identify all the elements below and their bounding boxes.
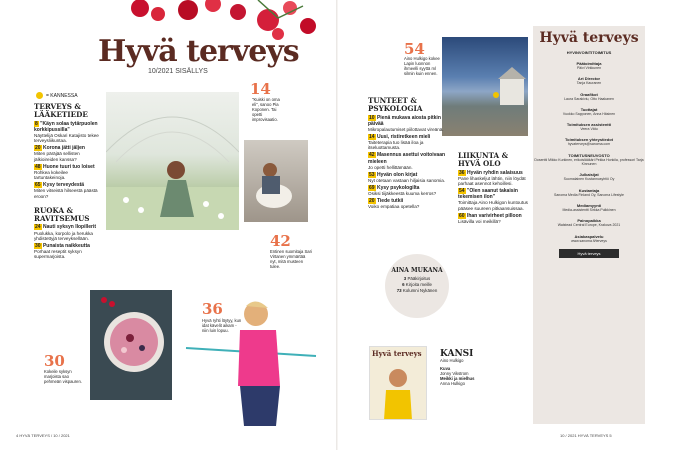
cover-thumb-logo: Hyvä terveys <box>372 349 422 358</box>
toc-item[interactable]: 42 Masennus asettui voitoivaan mieleen Jo opetti hellittämään. <box>368 152 446 170</box>
cover-thumbnail[interactable] <box>369 346 427 420</box>
masthead-block-head: Kustantaja <box>578 187 600 193</box>
masthead-block-text: Tanja Kauranen <box>576 81 602 86</box>
masthead-block-text: Sanoma Media Finland Oy, Sanoma Lifestyle <box>554 192 624 197</box>
kansi-line: Meikki ja mielhus <box>440 376 475 381</box>
page-fold <box>336 0 338 450</box>
masthead-block-head: Tuottajat <box>580 106 598 112</box>
greenhouse-photo <box>106 92 239 230</box>
masthead-block-head: Päätoimittaja <box>576 61 602 66</box>
caption-number: 14 <box>250 80 271 98</box>
coast-photo <box>442 37 528 136</box>
aina-mukana-circle <box>385 254 449 318</box>
caption-number: 30 <box>44 352 65 370</box>
kansi-block <box>440 350 510 386</box>
masthead-block <box>533 172 645 181</box>
masthead-block-head: Toimituksen yhteystiedot <box>565 137 613 143</box>
masthead-block <box>533 107 645 116</box>
kansi-title: KANSI <box>440 349 474 359</box>
sun-icon <box>36 92 43 99</box>
publisher-logo: Hyvä terveys <box>559 249 619 258</box>
toc-item[interactable]: 48 Huone tuuri tuo loiset Rohkea kokeilee tartuntakeinoja. <box>34 163 95 181</box>
photo-caption: Kokeile syksyn marjoista sao pehmeän vispauren. <box>44 369 82 384</box>
aina-item[interactable]: 3 Pääkirjoitus <box>403 276 431 281</box>
masthead-block-head: Graafikot <box>580 91 598 97</box>
toc-item[interactable]: 8 "Käyn solaa tytärpuolen korkkipussilla" Näyttelijä Oskari Katajisto tekee terveysliikuntaa. <box>34 120 99 144</box>
masthead-block <box>533 76 645 85</box>
toc-item[interactable]: 69 Kysy psykologilta Osiksi tiijäkkeestä kuuma kerros? <box>368 184 437 197</box>
kansi-line: Kuva <box>440 366 451 371</box>
masthead-block <box>533 218 645 227</box>
masthead-block <box>533 203 645 212</box>
masthead-subtitle: HYVINVOINTITOIMITUS <box>566 50 612 55</box>
masthead-block-head: Art Director <box>577 76 601 82</box>
masthead-block-head: Julkaisijat <box>579 172 599 178</box>
left-toc <box>34 103 100 260</box>
toc-item[interactable]: 53 Hyvän olon kirjat Nyt otetaan vastaan hiljaisia sanomia. <box>368 171 446 183</box>
in-issue-marker: = KANNESSA <box>36 92 78 99</box>
toc-item[interactable]: 10 Pienä mukava aiosta pitkin päivää Mikropalautumiset piilottavat vireänä. <box>368 114 444 133</box>
masthead-block-text: Päivi Virkkunen <box>576 66 602 70</box>
aina-mukana-title: AINA MUKANA <box>391 267 443 274</box>
masthead-block-head: TOIMITUSNEUVOSTO <box>568 152 610 158</box>
masthead-block-text: hyvaterveys@sanoma.com <box>567 142 611 147</box>
masthead-block <box>533 153 645 167</box>
exercise-photo <box>176 296 326 426</box>
liikunta-toc <box>458 152 528 224</box>
masthead <box>533 26 645 424</box>
masthead-block-head: Mediamyynti <box>576 202 602 208</box>
caption-number: 36 <box>202 300 223 318</box>
masthead-block-text: Suomalainen Kustannusyhtiö Oy <box>563 177 615 182</box>
toc-item[interactable]: 54 "Olen saanut takaisin tekemisen ilon" Toimittaja Aino Hulkigon kuntoutus pääsee suureen pitkaansuissaa. <box>458 187 528 211</box>
caption-number: 54 <box>404 40 425 58</box>
kansi-line: Aino Hulkigo <box>440 358 464 363</box>
masthead-block <box>533 137 645 146</box>
masthead-block <box>533 234 645 243</box>
masthead-block-text: Walstead Central Europe, Krakova 2021 <box>557 223 621 228</box>
toc-item[interactable]: 24 Nauti syksyn Ilopillerit Puolukka, korpolo ja herukka yhdistettyjä terveyksellään. <box>34 224 97 241</box>
magazine-logo: Hyvä terveys <box>98 34 299 69</box>
photo-caption: Aino Hulkigo kokee Lapin luonnon ihmeelli syyttä ml silmin kuin ennen. <box>404 56 440 76</box>
aina-item[interactable]: 73 Kolumni Nykänen <box>396 288 438 293</box>
masthead-block-text: Media-assistentti Sirkka Pulkkinen <box>562 207 616 212</box>
photo-caption: Hyvä ryhti löytyy, kun idat kävelit aikam - niin luin lopuu. <box>202 318 242 333</box>
masthead-block-head: Asiakaspalvelu <box>574 233 604 239</box>
toc-item[interactable]: 20 Korona jätti jäljen Miten päräjää sellisten jälkioireiden kanssa? <box>34 145 85 162</box>
issue-line: 10/2021 SISÄLLYS <box>148 68 208 75</box>
masthead-block <box>533 122 645 131</box>
left-folio: 4 HYVÄ TERVEYS / 10 / 2021 <box>16 433 70 438</box>
section-title: LIIKUNTA & HYVÄ OLO <box>458 151 509 168</box>
dog-photo <box>244 140 308 222</box>
masthead-block-text: Vuokko Sapponen, Anna Häsinen <box>562 111 616 116</box>
kansi-line: Anna Hulkigo <box>440 381 465 386</box>
masthead-block-head: Painopaikka <box>577 218 601 224</box>
smoothie-photo <box>90 290 172 400</box>
masthead-block <box>533 61 645 70</box>
masthead-block <box>533 188 645 197</box>
toc-item[interactable]: 60 Ihan varivirheet pilloon Lisävilla voi meikillä? <box>458 212 522 224</box>
masthead-block-head: Toimituksen assistentti <box>566 122 612 128</box>
masthead-block-text: Dosentti Mikko Kurkinen, erikoislääkäri Pekka Honkila, professori Tarja Kinnunen <box>534 157 644 167</box>
caption-number: 42 <box>270 232 291 250</box>
toc-item[interactable]: 20 Tiede tutkii Voiko empatiaa opetella? <box>368 197 420 210</box>
section-title: TERVEYS & LÄÄKETIEDE <box>34 102 88 119</box>
tunteet-toc <box>368 97 450 209</box>
photo-caption: "Kuiski on oma eli", sanoo Pia Koponen. Tai opetti improvisaatio. <box>252 97 280 122</box>
masthead-logo: Hyvä terveys <box>539 30 639 46</box>
kansi-line: Jonny Vikstrom <box>440 371 469 376</box>
section-title: RUOKA & RAVITSEMUS <box>34 205 90 223</box>
masthead-block-text: Veera Vätu <box>580 127 598 132</box>
masthead-block <box>533 92 645 101</box>
toc-item[interactable]: 30 Punaista naikkeutta Porhaat reseptit syksyn supermarjoista. <box>34 242 90 260</box>
aina-item[interactable]: 6 Kirjoita meille <box>402 282 432 287</box>
right-folio: 10 / 2021 HYVÄ TERVEYS 5 <box>560 433 612 438</box>
photo-caption: Entinen suomitaja Sari Virtanen ymmärtää nyt, mitä musteen tulee. <box>270 249 312 269</box>
masthead-block-text: Laura Sarakiviu, Otto Haakanen <box>564 96 614 101</box>
masthead-block-text: www.sanoma.fi/terveys <box>571 238 607 243</box>
toc-item[interactable]: 36 Hyvän ryhdin salaisuus Pane lihaskeljut lähtin, niin löydät parhaat asennot kehoillesi. <box>458 169 526 187</box>
toc-item[interactable]: 65 Kysy terveydestä Miten vitseistä hilseestä päästä eroon? <box>34 181 98 199</box>
section-title: TUNTEET & PSYKOLOGIA <box>368 96 423 113</box>
toc-item[interactable]: 14 Uusi, ristiretkeen mieli Taiteterapia tuo lisää iloa ja itseluottamusta. <box>368 133 431 151</box>
